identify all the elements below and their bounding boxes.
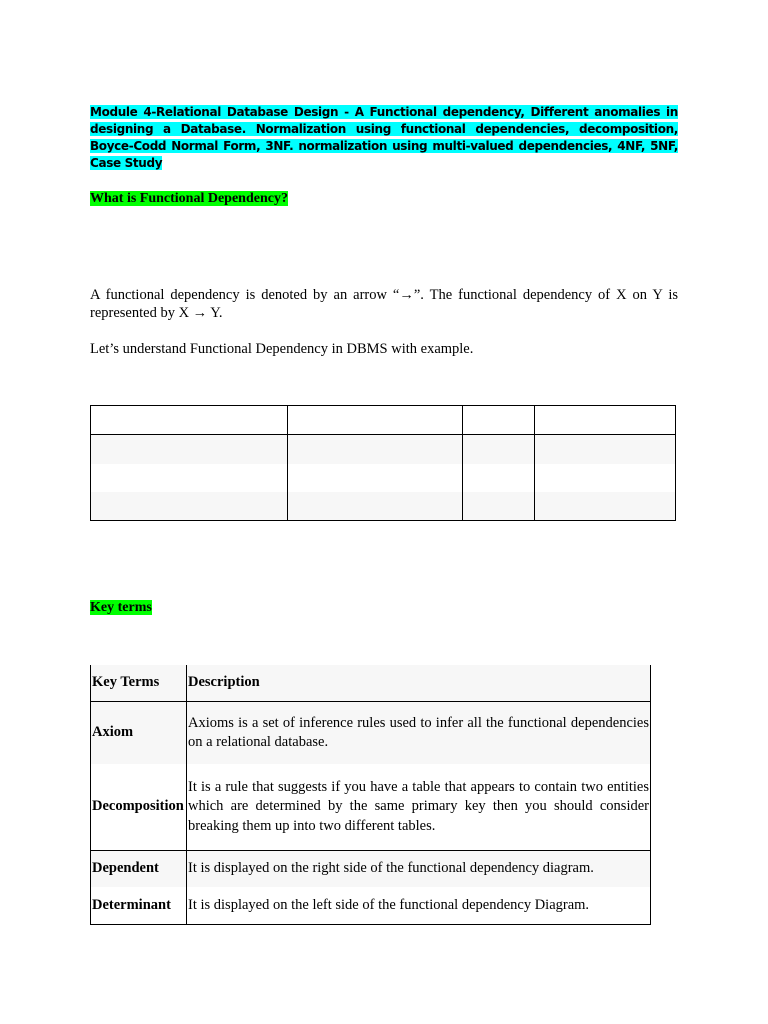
description-cell: It is displayed on the left side of the functional dependency Diagram. [187, 887, 651, 925]
term-cell: Decomposition [91, 764, 187, 851]
paragraph-fd-example-intro: Let’s understand Functional Dependency in DBMS with example. [90, 341, 474, 357]
table-row [91, 887, 651, 925]
section-heading-functional-dependency-text: What is Functional Dependency? [90, 191, 288, 206]
table-row [91, 851, 651, 888]
description-cell: It is a rule that suggests if you have a table that appears to contain two entities which are determined by the same primary key then you should consider breaking them up into two different tables. [187, 764, 651, 851]
example-table-column-divider [287, 406, 288, 520]
example-table-header-row [91, 406, 675, 435]
description-cell: It is displayed on the right side of the functional dependency diagram. [187, 851, 651, 888]
term-cell: Axiom [91, 702, 187, 765]
module-heading-text: Module 4-Relational Database Design - A Functional dependency, Different anomalies in designing a Database. Normalization using functional dependencies, decomposition, Boyce-Codd Normal Form, 3NF. normalization using multi-valued dependencies, 4NF, 5NF, Case Study [90, 105, 678, 170]
example-table-row [91, 464, 675, 492]
example-table-column-divider [534, 406, 535, 520]
section-heading-key-terms-text: Key terms [90, 600, 152, 615]
description-cell: Axioms is a set of inference rules used to infer all the functional dependencies on a relational database. [187, 702, 651, 765]
term-cell: Determinant [91, 887, 187, 925]
key-terms-table [90, 665, 651, 925]
key-terms-header-row [91, 665, 651, 702]
example-table-column-divider [462, 406, 463, 520]
example-table-row [91, 435, 675, 464]
description-column-header: Description [187, 665, 651, 702]
example-table-empty [90, 405, 676, 521]
table-row [91, 702, 651, 765]
paragraph-fd-definition: A functional dependency is denoted by an arrow “→”. The functional dependency of X on Y is represented by X → Y. [90, 287, 678, 321]
section-heading-key-terms [90, 599, 152, 617]
table-row [91, 764, 651, 851]
key-terms-column-header: Key Terms [91, 665, 187, 702]
example-table-row [91, 492, 675, 520]
section-heading-functional-dependency [90, 190, 288, 208]
module-heading [90, 104, 678, 172]
term-cell: Dependent [91, 851, 187, 888]
